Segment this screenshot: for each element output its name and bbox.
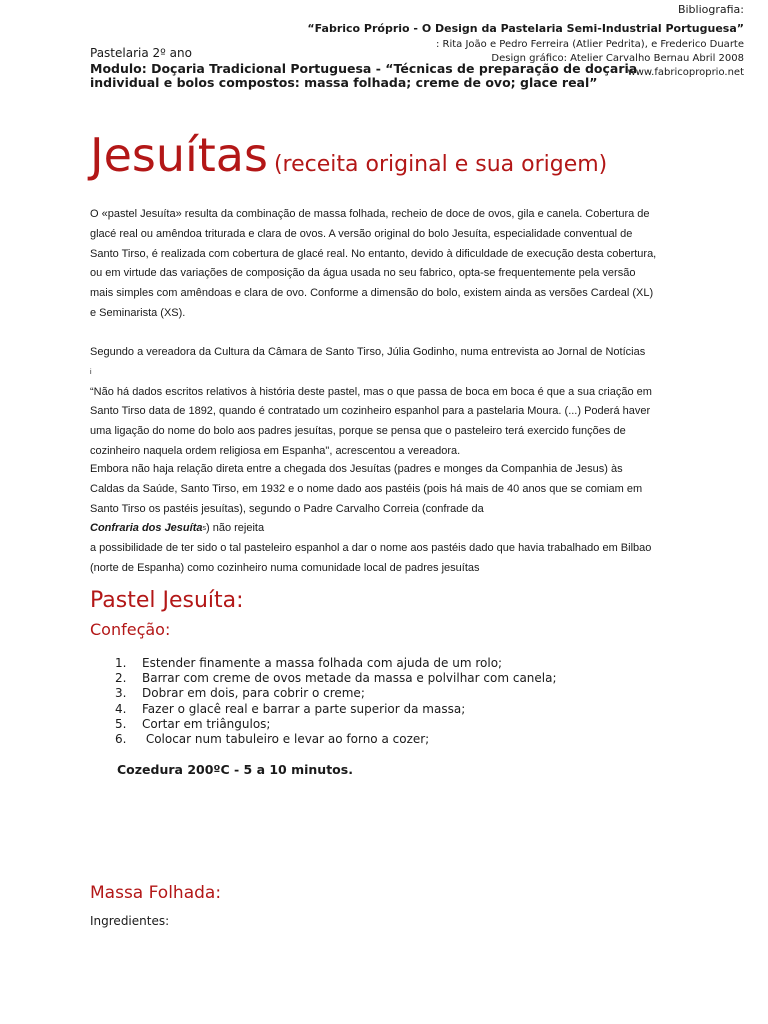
bibliography-label: Bibliografia: (677, 3, 744, 16)
step-number: 5. (115, 716, 127, 731)
step-text: Colocar num tabuleiro e levar ao forno a cozer; (142, 732, 430, 747)
step-number: 4. (115, 701, 127, 716)
step-text: Dobrar em dois, para cobrir o creme; (142, 686, 365, 701)
subheading-confecao: Confeção: (90, 620, 171, 639)
paragraph-line: a possibilidade de ter sido o tal pasteleiro espanhol a dar o nome aos pastéis dado que havia trabalhado em Bilbao (90, 542, 652, 555)
paragraph-line: O «pastel Jesuíta» resulta da combinação de massa folhada, recheio de doce de ovos, gila e canela. Cobertura de (90, 208, 650, 220)
paragraph-line (90, 343, 670, 383)
course-label: Pastelaria 2º ano (90, 46, 192, 60)
superscript: s (202, 525, 206, 533)
footnote-marker: i (90, 368, 92, 376)
paragraph-history (90, 343, 670, 462)
section-heading-massa: Massa Folhada: (90, 883, 222, 903)
paragraph-line-text: Santo Tirso os pastéis jesuítas), segundo o Padre Carvalho Correia (confrade da (90, 502, 484, 515)
list-item (115, 686, 635, 701)
step-text: Estender finamente a massa folhada com ajuda de um rolo; (142, 656, 503, 670)
list-item (115, 671, 635, 686)
paragraph-origin (90, 460, 670, 579)
paragraph-line (90, 500, 670, 540)
paragraph-line: cozinheiro naquela ordem religiosa em Espanha", acrescentou a vereadora. (90, 444, 461, 457)
step-number: 6. (115, 732, 127, 747)
step-number: 1. (115, 656, 127, 670)
bibliography-website[interactable]: www.fabricoproprio.net (627, 67, 744, 78)
step-number: 3. (115, 686, 127, 701)
paragraph-line-text: Segundo a vereadora da Cultura da Câmara de Santo Tirso, Júlia Godinho, numa entrevista ao Jornal de Notícias (90, 346, 646, 358)
list-item (115, 702, 635, 717)
paragraph-intro (90, 205, 670, 324)
paragraph-line: Caldas da Saúde, Santo Tirso, em 1932 e o nome dado aos pastéis (pois há mais de 40 anos que se comiam em (90, 482, 643, 495)
paragraph-line: mais simples com amêndoas e clara de ovo. Conforme a dimensão do bolo, existem ainda as versões Cardeal (XL) (90, 287, 654, 300)
bibliography-authors: : Rita João e Pedro Ferreira (Atlier Pedrita), e Frederico Duarte (435, 39, 744, 50)
step-text: Cortar em triângulos; (142, 716, 271, 731)
paragraph-line: (norte de Espanha) como cozinheiro numa comunidade local de padres jesuítas (90, 561, 480, 574)
preparation-steps (115, 656, 635, 747)
paragraph-line: e Seminarista (XS). (90, 306, 186, 319)
page-title-subtitle: (receita original e sua origem) (273, 152, 608, 177)
section-heading-pastel: Pastel Jesuíta: (90, 588, 244, 613)
list-item (115, 717, 635, 732)
step-number: 2. (115, 671, 127, 686)
list-item (115, 656, 635, 671)
confraria-name: Confraria dos Jesuíta (90, 522, 203, 535)
bibliography-title: “Fabrico Próprio - O Design da Pastelaria Semi-Industrial Portuguesa” (307, 22, 744, 35)
cooking-instructions: Cozedura 200ºC - 5 a 10 minutos. (117, 762, 353, 777)
step-text: Barrar com creme de ovos metade da massa e polvilhar com canela; (142, 671, 557, 686)
bibliography-design: Design gráfico: Atelier Carvalho Bernau Abril 2008 (491, 53, 744, 64)
page-title (90, 128, 607, 182)
paragraph-line: “Não há dados escritos relativos à história deste pastel, mas o que passa de boca em boca é que a sua criação em (90, 385, 652, 398)
paragraph-line-text: ) não rejeita (205, 522, 265, 535)
page-title-main: Jesuítas (90, 128, 268, 182)
paragraph-line: Santo Tirso data de 1892, quando é contratado um cozinheiro espanhol para a pastelaria Moura. (...) Poderá haver (90, 405, 651, 418)
paragraph-line: glacé real ou amêndoa triturada e clara de ovos. A versão original do bolo Jesuíta, especialidade conventual de (90, 227, 633, 240)
module-title: Modulo: Doçaria Tradicional Portuguesa - “Técnicas de preparação de doçaria individual e bolos compostos: massa folhada; creme de ovo; glace real” (90, 61, 638, 90)
ingredients-label: Ingredientes: (90, 914, 170, 928)
list-item (115, 732, 635, 747)
paragraph-line: ou em virtude das variações de composição da água usada no seu fabrico, opta-se frequentemente pela versão (90, 267, 636, 280)
paragraph-line: uma ligação do nome do bolo aos padres jesuítas, porque se pensa que o pasteleiro terá exercido funções de (90, 425, 626, 438)
paragraph-line: Embora não haja relação direta entre a chegada dos Jesuítas (padres e monges da Companhia de Jesus) às (90, 463, 623, 475)
step-text: Fazer o glacê real e barrar a parte superior da massa; (142, 701, 466, 716)
paragraph-line: Santo Tirso, é realizada com cobertura de glacé real. No entanto, devido à dificuldade de execução desta cobertura, (90, 247, 657, 260)
